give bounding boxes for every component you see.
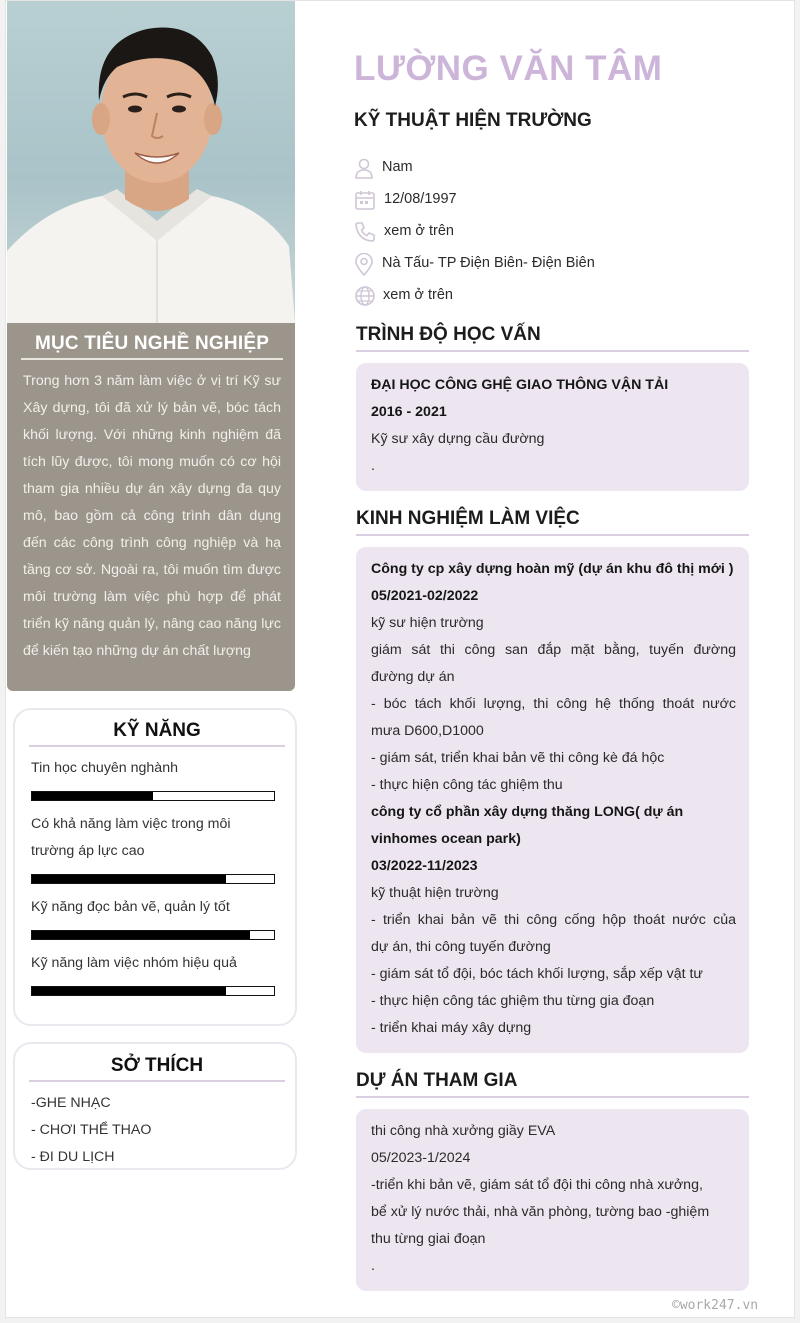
skill-bar-fill [32, 792, 153, 800]
hobby-item: - CHƠI THỂ THAO [31, 1122, 152, 1138]
school-name: ĐẠI HỌC CÔNG GHỆ GIAO THÔNG VẬN TẢI [371, 377, 669, 393]
skill-label: Kỹ năng đọc bản vẽ, quản lý tốt [31, 899, 230, 915]
experience-line: - giám sát, triển khai bản vẽ thi công kè đá hộc [371, 750, 665, 766]
projects-title: DỰ ÁN THAM GIA [356, 1070, 749, 1098]
experience-line: công ty cổ phần xây dựng thăng LONG( dự án [371, 804, 684, 820]
project-line: thu từng giai đoạn [371, 1231, 486, 1247]
education-title: TRÌNH ĐỘ HỌC VẤN [356, 324, 749, 352]
experience-line: - bóc tách khối lượng, thi công hệ thống thoát nước [371, 696, 736, 712]
skill-bar [31, 986, 275, 996]
project-line: thi công nhà xưởng giầy EVA [371, 1123, 556, 1139]
experience-line: - thực hiện công tác ghiệm thu [371, 777, 563, 793]
experience-line: dự án, thi công tuyến đường [371, 939, 551, 955]
candidate-role: KỸ THUẬT HIỆN TRƯỜNG [354, 110, 592, 131]
experience-line: kỹ sư hiện trường [371, 615, 484, 631]
skill-bar [31, 930, 275, 940]
skill-label: Có khả năng làm việc trong môi [31, 816, 231, 832]
education-period: 2016 - 2021 [371, 404, 447, 420]
cv-page [5, 0, 795, 1318]
experience-line: kỹ thuật hiện trường [371, 885, 499, 901]
phone-icon [354, 221, 376, 243]
experience-line: - triển khai máy xây dựng [371, 1020, 532, 1036]
profile-photo [7, 1, 295, 323]
experience-line: Công ty cp xây dựng hoàn mỹ (dự án khu đô thị mới ) [371, 561, 734, 577]
experience-line: giám sát thi công san đắp mặt bằng, tuyến đường [371, 642, 736, 658]
experience-line: - giám sát tổ đội, bóc tách khối lượng, sắp xếp vật tư [371, 966, 703, 982]
experience-line: - triển khai bản vẽ thi công cống hộp thoát nước của [371, 912, 736, 928]
projects-card [356, 1109, 749, 1291]
skill-label: Tin học chuyên nghành [31, 760, 178, 776]
education-note: . [371, 458, 375, 474]
watermark: ©work247.vn [672, 1298, 759, 1313]
skill-label: trường áp lực cao [31, 843, 145, 859]
website-text: xem ở trên [383, 287, 453, 303]
gender-text: Nam [382, 159, 413, 175]
experience-card [356, 547, 749, 1053]
user-icon [354, 157, 374, 179]
experience-title: KINH NGHIỆM LÀM VIỆC [356, 508, 749, 536]
experience-line: 03/2022-11/2023 [371, 858, 478, 874]
hobby-item: -GHE NHẠC [31, 1095, 111, 1111]
skill-bar-fill [32, 987, 226, 995]
project-line: bể xử lý nước thải, nhà văn phòng, tường bao -ghiệm [371, 1204, 710, 1220]
address-text: Nà Tấu- TP Điện Biên- Điện Biên [382, 255, 595, 271]
hobbies-panel [13, 1042, 297, 1170]
objective-text: Trong hơn 3 năm làm việc ở vị trí Kỹ sư Xây dựng, tôi đã xử lý bản vẽ, bóc tách khối lượng. Với những kinh nghiệm đã tích lũy được, tôi mong muốn có cơ hội tham gia nhiều dự án xây dựng đa quy mô, bao gồm cả công trình dân dụng đến các công trình công nghiệp và hạ tầng cơ sở. Ngoài ra, tôi muốn tìm được môi trường làm việc phù hợp để phát triển kỹ năng quản lý, nâng cao năng lực để kiến tạo những dự án chất lượng [23, 373, 281, 659]
hobbies-title: SỞ THÍCH [29, 1055, 285, 1082]
skills-panel [13, 708, 297, 1026]
career-objective-panel [7, 323, 295, 691]
project-line: 05/2023-1/2024 [371, 1150, 471, 1166]
calendar-icon [354, 189, 376, 211]
location-pin-icon [354, 253, 374, 277]
candidate-name: LƯỜNG VĂN TÂM [354, 49, 663, 88]
skills-title: KỸ NĂNG [29, 720, 285, 747]
education-card [356, 363, 749, 491]
experience-line: đường dự án [371, 669, 455, 685]
experience-line: 05/2021-02/2022 [371, 588, 479, 604]
experience-line: vinhomes ocean park) [371, 831, 521, 847]
skill-label: Kỹ năng làm việc nhóm hiệu quả [31, 955, 237, 971]
skill-bar-fill [32, 875, 226, 883]
hobby-item: - ĐI DU LỊCH [31, 1149, 115, 1165]
education-major: Kỹ sư xây dựng cầu đường [371, 431, 545, 447]
skill-bar [31, 874, 275, 884]
skill-bar [31, 791, 275, 801]
phone-text: xem ở trên [384, 223, 454, 239]
project-line: -triển khi bản vẽ, giám sát tổ đội thi công nhà xưởng, [371, 1177, 703, 1193]
globe-icon [354, 285, 376, 307]
project-line: . [371, 1258, 375, 1274]
experience-line: - thực hiện công tác ghiệm thu từng gia đoạn [371, 993, 655, 1009]
skill-bar-fill [32, 931, 250, 939]
objective-title: MỤC TIÊU NGHỀ NGHIỆP [21, 333, 283, 360]
experience-line: mưa D600,D1000 [371, 723, 484, 739]
birthdate-text: 12/08/1997 [384, 191, 457, 207]
